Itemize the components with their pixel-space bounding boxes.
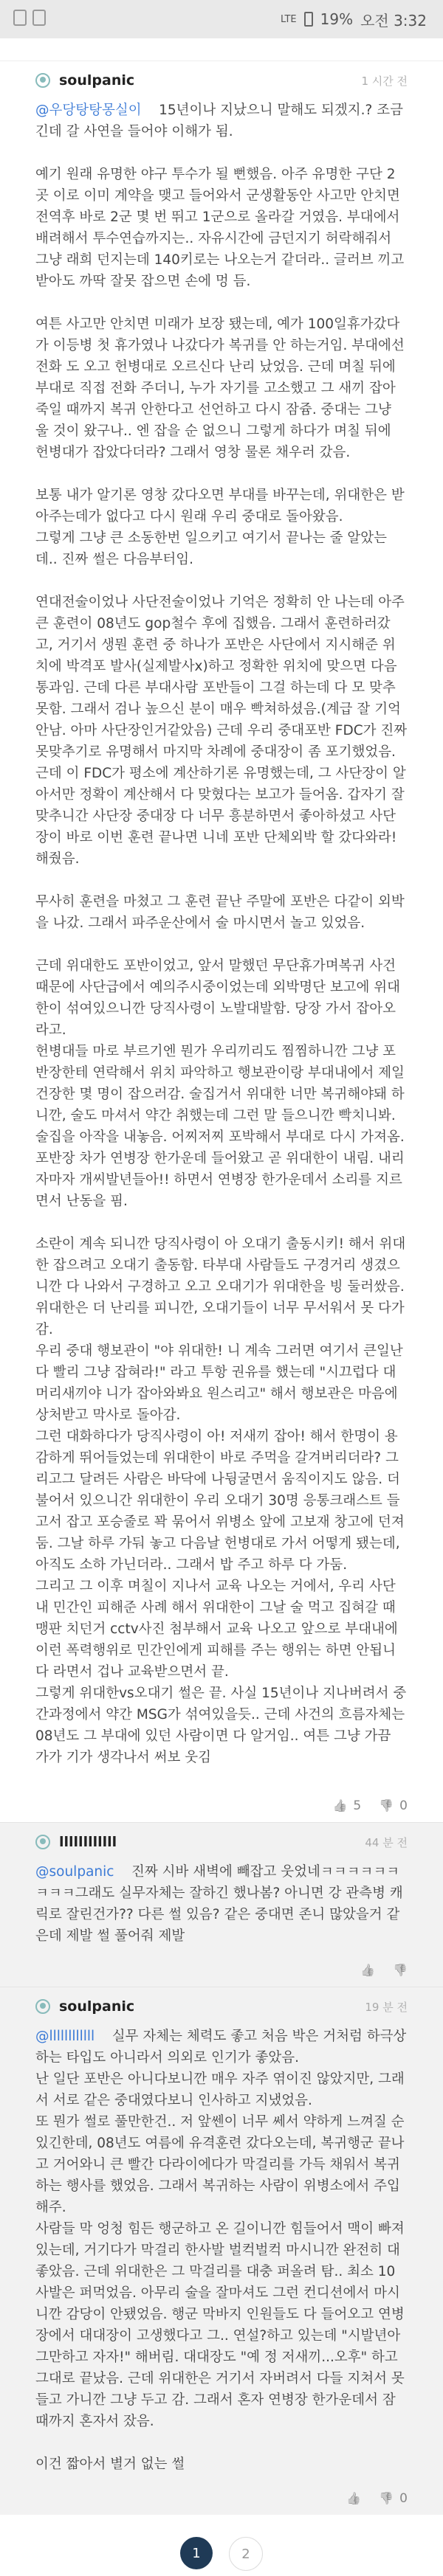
comment-paragraph: 여튼 사고만 안치면 미래가 보장 됐는데, 예가 100일휴가갔다가 이등병 첫 휴가였나 나갔다가 복귀를 안 하는거임. 부대에선 전화 도 오고 헌병대로 오르신다 난리 났었음. 근데 며칠 뒤에 부대로 직접 전화 주더니, 누가 자기를 고소했고 그 새끼 잡아죽일 때까지 복귀 안한다고 선언하고 다시 잠쥼. 중대는 그냥 울 것이 왔구나.. 엔 잡을 순 없으니 그렇게 하다가 며칠 뒤에 헌병대가 잡았다더라? 그래서 영창 물론 채우러 갔음.: [35, 316, 405, 460]
like-button[interactable]: [346, 2491, 361, 2506]
mention-link[interactable]: @soulpanic: [35, 1864, 114, 1880]
comment: [0, 61, 443, 1822]
comment-body: [35, 1861, 408, 1947]
thumbs-up-icon: [360, 1963, 375, 1978]
mention-link[interactable]: @우당탕탕몽실이: [35, 103, 142, 118]
notification-icon: [13, 10, 27, 26]
dislike-count: 0: [399, 2491, 408, 2506]
thumbs-up-icon: [333, 1798, 348, 1813]
comment-time: 19 분 전: [365, 2000, 408, 2014]
avatar-icon[interactable]: [35, 1999, 50, 2014]
page-button-2[interactable]: 2: [229, 2537, 263, 2571]
page-button-1[interactable]: 1: [180, 2537, 213, 2569]
thumbs-down-icon: [379, 1798, 394, 1813]
dislike-button[interactable]: [393, 1963, 408, 1978]
comment-paragraph: 무사히 훈련을 마쳤고 그 훈련 끝난 주말에 포반은 다같이 외박을 나갔. 그래서 파주운산에서 술 마시면서 놀고 있었음.: [35, 894, 405, 931]
comment-paragraph: 사람들 막 엉청 힘든 행군하고 온 길이니깐 힘들어서 맥이 빠져있는데, 거기다가 막걸리 한사발 벌컥벌컥 마시니깐 완전히 대 좋았음. 근데 위대한은 그 막걸리를 대충 퍼올려 탐.. 최소 10사발은 퍼먹었음. 아무리 술을 잘마셔도 그런 컨디션에서 마시니깐 감당이 안됐었음. 행군 막바지 인원들도 다 들어오고 연병장에서 대대장이 고생했다고 그.. 연설?하고 있는데 "시발년아 그만하고 자자!" 해버림. 대대장도 "예 정 저새끼...오후" 하고 그대로 끝났음. 근데 위대한은 거기서 자버려서 다들 지쳐서 못 들고 가니깐 그냥 두고 감. 그래서 혼자 연병장 한가운데서 잠 때까지 혼자서 잤음.: [35, 2221, 405, 2429]
top-spacer: [0, 38, 443, 61]
mention-link[interactable]: @llllllllllll: [35, 2029, 95, 2044]
dislike-count: 0: [399, 1798, 408, 1813]
comment-username[interactable]: llllllllllll: [59, 1834, 117, 1850]
comment-paragraph: 보통 내가 알기론 영창 갔다오면 부대를 바꾸는데, 위대한은 받아주는데가 없다고 다시 원래 우리 중대로 돌아왔음.: [35, 488, 405, 524]
comment-username[interactable]: soulpanic: [59, 72, 135, 89]
dislike-button[interactable]: [379, 2491, 408, 2506]
comment-paragraph: 소란이 계속 되니깐 당직사령이 아 오대기 출동시키! 해서 위대한 잡으려고 오대기 출동함. 타부대 사람들도 구경거리 생겼으니깐 다 나와서 구경하고 오고 오대기가 위대한을 빙 둘러쌌음. 위대한은 더 난리를 피니깐, 오대기들이 너무 무서워서 못 다가감.: [35, 1236, 406, 1337]
comment-paragraph: 15년이나 지났으니 말해도 되겠지.? 조금 긴데 갈 사연을 들어야 이해가 됨.: [35, 103, 403, 139]
comment-paragraph: 이건 짧아서 별거 없는 썰: [35, 2456, 185, 2472]
like-button[interactable]: [333, 1798, 362, 1813]
battery-icon: [304, 12, 313, 27]
thumbs-down-icon: [393, 1963, 408, 1978]
battery-percent: 19%: [320, 10, 354, 28]
clock: 오전 3:32: [360, 11, 427, 30]
comment-time: 1 시간 전: [361, 74, 408, 88]
avatar-icon[interactable]: [35, 73, 50, 88]
comment-paragraph: 연대전술이었나 사단전술이었나 기억은 정확히 안 나는데 아주 큰 훈련이 08년도 gop철수 후에 집했음. 그래서 훈련하러갔고, 거기서 생뭔 훈련 중 하나가 포반은 사단에서 지시해준 위치에 박격포 발사(실제발사x)하고 정확한 위치에 맞으면 다음 통과임. 근데 다른 부대사람 포반들이 그걸 하는데 다 모 맞추 못함. 그래서 검나 높으신 분이 매우 빡쳐하셨음.(계급 잘 기억안남. 아마 사단장인거같았음) 근데 우리 중대포반 FDC가 진짜 못맞추기로 유명해서 마지막 차례에 중대장이 좀 포기했었음. 근데 이 FDC가 평소에 계산하기론 유명했는데, 그 사단장이 알아서만 정확이 계산해서 다 맞혔다는 보고가 들어옴. 갑자기 잘 맞추니간 사단장 중대장 다 너무 흥분하면서 좋아하셨고 사단장이 바로 이번 훈련 끝나면 니네 포반 단체외박 할 갔다와라! 해줬음.: [35, 595, 408, 867]
like-button[interactable]: [360, 1963, 375, 1978]
comment-paragraph: 예기 원래 유명한 야구 투수가 될 뻔했음. 아주 유명한 구단 2곳 이로 이미 계약을 맺고 들어와서 군생활동안 사고만 안치면 전역후 바로 2군 몇 번 뛰고 1군으로 올라갈 거였음. 부대에서 배려해서 투수연습까지는.. 자유시간에 금던지기 허락해줘서 그냥 래희 던지는데 140키로는 나오는거 같더라.. 글러브 끼고 받아도 까딱 잘못 잡으면 손에 멍 듬.: [35, 167, 405, 289]
status-bar: [0, 0, 443, 38]
avatar-icon[interactable]: [35, 1835, 50, 1849]
comment-paragraph: 진짜 시바 새벽에 빼잡고 웃었네ㅋㅋㅋㅋㅋㅋㅋㅋㅋ그래도 실무자체는 잘하긴 했나봄? 아니면 강 관측병 캐릭로 잘린건가?? 다른 썰 있음? 같은 중대면 존니 많았을거 같은데 제발 썰 풀어줘 제발: [35, 1864, 403, 1944]
comment-paragraph: 우리 중대 행보관이 "야 위대한! 니 계속 그러면 여기서 큰일난다 빨리 그냥 잡혀라!" 라고 투항 권유를 했는데 "시끄럽다 대머리새끼야 니가 잡아와봐요 원스리고" 해서 행보관은 마음에 상처받고 막사로 돌아감.: [35, 1343, 403, 1423]
comment-time: 44 분 전: [365, 1835, 408, 1849]
like-count: 5: [353, 1798, 362, 1813]
comment-paragraph: 헌병대들 마로 부르기엔 뭔가 우리끼리도 찜찜하니깐 그냥 포반장한테 연락해서 위치 파악하고 행보관이랑 부대내에서 제일 건장한 몇 명이 잡으러감. 술집거서 위대한 너만 복귀해야돼 하니깐, 술도 마셔서 약간 취했는데 그런 말 들으니깐 빡치니봐. 술집을 아작을 내놓음. 어찌저찌 포박해서 부대로 다시 가져옴. 포반장 차가 연병장 한가운데 들어왔고 곧 위대한이 내림. 내리자마자 개씨발년들아!! 하면서 연병장 한가운데서 소리를 지르면서 난동을 핌.: [35, 1044, 405, 1209]
comment-paragraph: 그리고 그 이후 며칠이 지나서 교육 나오는 거에서, 우리 사단 내 민간인 피해준 사례 해서 위대한이 그날 술 먹고 집혀갈 때 맹판 치던거 cctv사진 첨부해서 교육 나오고 앞으로 부대내에 이런 폭력행위로 민간인에게 피해를 주는 행위는 하면 안됩니다 라면서 겁나 교육받으면서 끝.: [35, 1579, 398, 1680]
pagination: [0, 2537, 443, 2571]
dislike-button[interactable]: [379, 1798, 408, 1813]
comment-paragraph: 그런 대화하다가 당직사령이 아! 저새끼 잡아! 해서 한명이 용감하게 뛰어들었는데 위대한이 바로 주먹을 갈겨버리더라? 그리고그 달려든 사람은 바닥에 나뒹굴면서 움직이지도 않음. 더 불어서 있으니간 위대한이 우리 오대기 30명 응통크래스트 들고서 잡고 포승줄로 꽉 묶어서 위병소 앞에 고보재 창고에 던져둠. 그날 하루 가둬 놓고 다음날 헌병대로 가서 어떻게 됐는데, 아직도 소하 가닌더라.. 그래서 밥 주고 하루 다 가둠.: [35, 1429, 405, 1573]
comment-paragraph: 실무 자체는 체력도 좋고 처음 박은 거처럼 하극상하는 타입도 아니라서 의외로 인기가 좋았음.: [35, 2029, 407, 2066]
comment-paragraph: 그렇게 그냥 큰 소동한번 일으키고 여기서 끝나는 줄 알았는데.. 진짜 썰은 다음부터임.: [35, 530, 387, 567]
reply-comment: [0, 1987, 443, 2515]
comment-username[interactable]: soulpanic: [59, 1998, 135, 2015]
comment-body: [35, 2026, 408, 2475]
notification-icons: [13, 10, 46, 26]
comment-paragraph: 근데 위대한도 포반이었고, 앞서 말했던 무단휴가며복귀 사건때문에 사단급에서 예의주시중이었는데 외박명단 보고에 위대한이 섞여있으니깐 당직사령이 노발대발함. 당장 가서 잡아오라고.: [35, 958, 401, 1038]
notification-icon: [32, 10, 46, 26]
comment-paragraph: 그렇게 위대한vs오대기 썰은 끝. 사실 15년이나 지나버려서 중간과정에서 약간 MSG가 섞여있을듯.. 근데 사건의 흐름자체는 08년도 그 부대에 있던 사람이면 다 알거임.. 여튼 그냥 가끔 가가 기가 생각나서 써보 웃김: [35, 1686, 407, 1765]
network-indicator: LTE: [281, 13, 297, 25]
thumbs-up-icon: [346, 2491, 361, 2506]
thumbs-down-icon: [379, 2491, 394, 2506]
reply-comment: [0, 1823, 443, 1987]
comment-paragraph: 또 뭔가 썰로 풀만한건.. 저 앞쎈이 너무 쎄서 약하게 느껴질 순 있긴한데, 08년도 여름에 유격훈련 갔다오는데, 복귀행군 끝나고 거어와니 큰 빨간 다라이에다가 막걸리를 가득 채워서 복귀하는 행사를 했었음. 그래서 복귀하는 사람이 위병소에서 주입해주.: [35, 2114, 405, 2215]
comment-paragraph: 난 일단 포반은 아니다보니깐 매우 자주 엮이진 않았지만, 그래서 서로 같은 중대였다보니 인사하고 지냈었음.: [35, 2071, 405, 2108]
comment-body: [35, 100, 408, 1768]
